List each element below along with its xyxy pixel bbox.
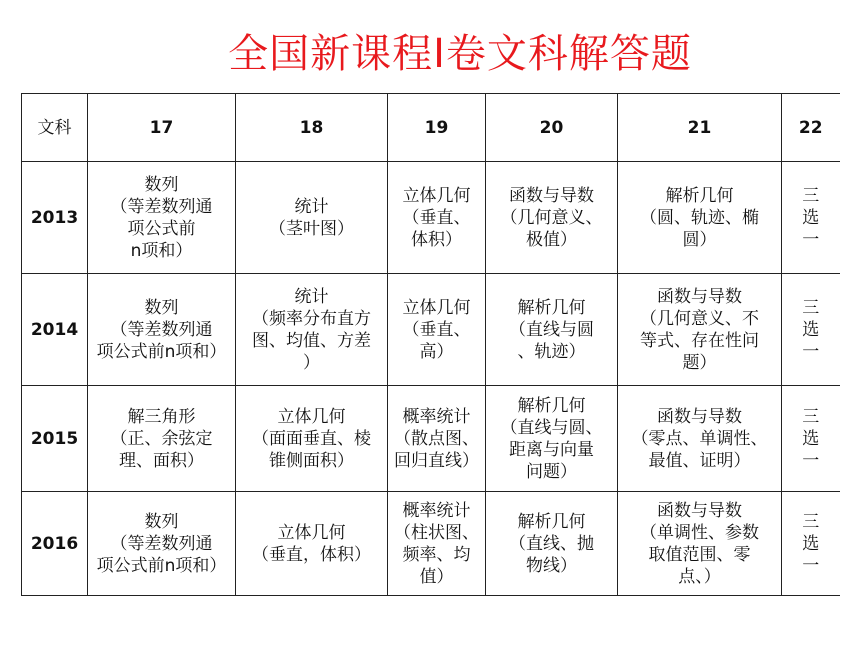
cell-q22: 三 选 一 xyxy=(782,492,840,596)
cell-q17: 解三角形 （正、余弦定 理、面积） xyxy=(88,386,236,492)
header-q17: 17 xyxy=(88,94,236,162)
cell-q18: 统计 （茎叶图） xyxy=(236,162,388,274)
table-row xyxy=(22,274,840,386)
header-subject: 文科 xyxy=(22,94,88,162)
table-row xyxy=(22,162,840,274)
cell-q22: 三 选 一 xyxy=(782,274,840,386)
cell-q21: 函数与导数 （零点、单调性、 最值、证明） xyxy=(618,386,782,492)
cell-q19: 立体几何 （垂直、 体积） xyxy=(388,162,486,274)
cell-q17: 数列 （等差数列通 项公式前n项和） xyxy=(88,274,236,386)
header-q20: 20 xyxy=(486,94,618,162)
cell-q22: 三 选 一 xyxy=(782,162,840,274)
cell-q19: 立体几何 （垂直、 高） xyxy=(388,274,486,386)
cell-q18: 立体几何 （面面垂直、棱 锥侧面积） xyxy=(236,386,388,492)
exam-topics-table xyxy=(21,93,840,596)
cell-q20: 函数与导数 （几何意义、 极值） xyxy=(486,162,618,274)
cell-q18: 立体几何 （垂直，体积） xyxy=(236,492,388,596)
table-row xyxy=(22,492,840,596)
header-q18: 18 xyxy=(236,94,388,162)
table-row xyxy=(22,386,840,492)
cell-q21: 解析几何 （圆、轨迹、椭 圆） xyxy=(618,162,782,274)
cell-q21: 函数与导数 （几何意义、不 等式、存在性问 题） xyxy=(618,274,782,386)
row-year: 2016 xyxy=(22,492,88,596)
header-q22: 22 xyxy=(782,94,840,162)
page-title: 全国新课程Ⅰ卷文科解答题 xyxy=(228,31,692,77)
header-row xyxy=(22,94,840,162)
row-year: 2014 xyxy=(22,274,88,386)
cell-q22: 三 选 一 xyxy=(782,386,840,492)
row-year: 2013 xyxy=(22,162,88,274)
cell-q18: 统计 （频率分布直方 图、均值、方差 ） xyxy=(236,274,388,386)
header-q19: 19 xyxy=(388,94,486,162)
cell-q17: 数列 （等差数列通 项公式前n项和） xyxy=(88,492,236,596)
cell-q20: 解析几何 （直线与圆 、轨迹） xyxy=(486,274,618,386)
cell-q19: 概率统计 （散点图、 回归直线） xyxy=(388,386,486,492)
row-year: 2015 xyxy=(22,386,88,492)
header-q21: 21 xyxy=(618,94,782,162)
cell-q20: 解析几何 （直线、抛 物线） xyxy=(486,492,618,596)
cell-q21: 函数与导数 （单调性、参数 取值范围、零 点、） xyxy=(618,492,782,596)
cell-q20: 解析几何 （直线与圆、 距离与向量 问题） xyxy=(486,386,618,492)
cell-q19: 概率统计 （柱状图、 频率、均 值） xyxy=(388,492,486,596)
cell-q17: 数列 （等差数列通 项公式前 n项和） xyxy=(88,162,236,274)
